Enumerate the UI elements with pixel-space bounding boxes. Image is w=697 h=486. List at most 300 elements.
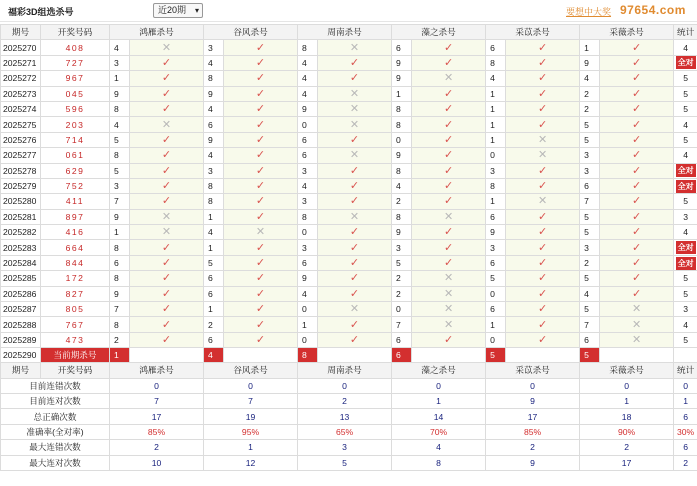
kill-number: 1: [486, 317, 506, 332]
kill-number: 0: [298, 225, 318, 240]
kill-number: 9: [204, 132, 224, 147]
check-icon: ✓: [537, 241, 548, 254]
stat-cell: [674, 240, 697, 255]
stat-cell: 5: [674, 132, 697, 147]
check-icon: ✓: [631, 103, 642, 116]
kill-number: 4: [580, 71, 600, 86]
result-cell: [318, 178, 392, 193]
kill-number: 1: [298, 317, 318, 332]
check-icon: ✓: [255, 180, 266, 193]
kill-number: 1: [392, 86, 412, 101]
result-cell: [224, 286, 298, 301]
kill-number: 8: [110, 317, 130, 332]
stat-cell: 5: [674, 194, 697, 209]
kill-number: 0: [298, 117, 318, 132]
issue-number: 2025288: [1, 317, 41, 332]
cross-icon: ✕: [255, 226, 266, 239]
stat-cell: 4: [674, 317, 697, 332]
summary-value: 18: [580, 409, 674, 424]
current-kill-number: 8: [298, 348, 318, 363]
summary-value: 2: [486, 440, 580, 455]
kill-number: 6: [204, 286, 224, 301]
summary-label: 总正确次数: [1, 409, 110, 424]
cross-icon: ✕: [537, 195, 548, 208]
summary-value: 7: [110, 393, 204, 408]
kill-number: 1: [486, 117, 506, 132]
result-cell: [318, 225, 392, 240]
result-cell: [130, 209, 204, 224]
kill-number: 9: [392, 225, 412, 240]
summary-label: 目前连错次数: [1, 378, 110, 393]
check-icon: ✓: [443, 164, 454, 177]
kill-number: 5: [110, 163, 130, 178]
kill-number: 3: [110, 178, 130, 193]
result-cell: [506, 271, 580, 286]
current-kill-number: 5: [486, 348, 506, 363]
check-icon: ✓: [443, 41, 454, 54]
result-cell: [130, 286, 204, 301]
kill-number: 6: [580, 178, 600, 193]
result-cell: [506, 225, 580, 240]
check-icon: ✓: [631, 164, 642, 177]
result-cell: [412, 40, 486, 55]
result-cell: [130, 194, 204, 209]
result-cell: [412, 86, 486, 101]
kill-number: 3: [204, 40, 224, 55]
cross-icon: ✕: [443, 272, 454, 285]
result-cell: [600, 101, 674, 116]
check-icon: ✓: [631, 241, 642, 254]
issue-number: 2025274: [1, 101, 41, 116]
result-cell: [224, 40, 298, 55]
page-title: 福彩3D组选杀号: [8, 7, 74, 17]
kill-number: 8: [204, 194, 224, 209]
kill-number: 4: [298, 55, 318, 70]
kill-number: 6: [580, 332, 600, 347]
kill-number: 9: [110, 86, 130, 101]
current-stat-empty: [674, 348, 697, 363]
period-select-value: 近20期: [158, 5, 187, 15]
draw-number: 203: [41, 117, 110, 132]
check-icon: ✓: [631, 180, 642, 193]
kill-number: 7: [110, 302, 130, 317]
kill-number: 4: [110, 117, 130, 132]
check-icon: ✓: [631, 87, 642, 100]
kill-number: 3: [110, 55, 130, 70]
issue-number: 2025271: [1, 55, 41, 70]
kill-number: 6: [204, 117, 224, 132]
result-cell: [506, 71, 580, 86]
summary-value: 9: [486, 455, 580, 470]
result-cell: [224, 255, 298, 270]
result-cell: [130, 240, 204, 255]
result-cell: [224, 132, 298, 147]
result-cell: [224, 55, 298, 70]
result-cell: [224, 302, 298, 317]
table-row: [1, 209, 697, 224]
summary-value: 3: [298, 440, 392, 455]
table-row: [1, 317, 697, 332]
kill-number: 2: [392, 271, 412, 286]
summary-value: 0: [392, 378, 486, 393]
check-icon: ✓: [349, 241, 360, 254]
kill-number: 7: [580, 194, 600, 209]
result-cell: [412, 132, 486, 147]
result-cell: [318, 240, 392, 255]
kill-number: 4: [486, 71, 506, 86]
promo-link[interactable]: 要想中大奖: [566, 7, 612, 17]
check-icon: ✓: [537, 318, 548, 331]
result-cell: [506, 317, 580, 332]
all-correct-badge: 全对: [677, 258, 694, 268]
summary-value: 10: [110, 455, 204, 470]
summary-value: 5: [298, 455, 392, 470]
table-row: [1, 302, 697, 317]
summary-stat: 1: [674, 393, 697, 408]
draw-number: 767: [41, 317, 110, 332]
draw-number: 416: [41, 225, 110, 240]
cross-icon: ✕: [349, 103, 360, 116]
summary-value: 0: [110, 378, 204, 393]
header-method: 周南杀号: [298, 25, 392, 40]
kill-number: 3: [580, 240, 600, 255]
check-icon: ✓: [255, 257, 266, 270]
kill-number: 2: [392, 194, 412, 209]
result-cell: [412, 209, 486, 224]
kill-number: 8: [486, 55, 506, 70]
summary-header-method: 藻之杀号: [392, 363, 486, 378]
result-cell: [318, 332, 392, 347]
result-cell: [318, 317, 392, 332]
summary-stat: 30%: [674, 424, 697, 439]
summary-value: 1: [580, 393, 674, 408]
all-correct-badge: 全对: [677, 166, 694, 176]
kill-number: 5: [580, 271, 600, 286]
check-icon: ✓: [631, 287, 642, 300]
cross-icon: ✕: [631, 334, 642, 346]
check-icon: ✓: [349, 180, 360, 193]
kill-number: 4: [204, 225, 224, 240]
issue-number: 2025278: [1, 163, 41, 178]
table-row: [1, 178, 697, 193]
table-row: [1, 101, 697, 116]
issue-number: 2025275: [1, 117, 41, 132]
kill-number: 3: [204, 163, 224, 178]
result-cell: [506, 40, 580, 55]
check-icon: ✓: [161, 180, 172, 193]
result-cell: [130, 225, 204, 240]
current-kill-number: 4: [204, 348, 224, 363]
kill-number: 1: [110, 225, 130, 240]
stat-cell: [674, 255, 697, 270]
result-cell: [130, 255, 204, 270]
current-label: 当前期杀号: [41, 348, 110, 363]
kill-number: 5: [204, 255, 224, 270]
result-cell: [130, 132, 204, 147]
kill-number: 8: [110, 240, 130, 255]
kill-number: 6: [486, 209, 506, 224]
stat-cell: 5: [674, 101, 697, 116]
kill-number: 4: [204, 148, 224, 163]
current-empty-cell: [600, 348, 674, 363]
check-icon: ✓: [161, 241, 172, 254]
stat-cell: 5: [674, 271, 697, 286]
draw-number: 473: [41, 332, 110, 347]
issue-number: 2025285: [1, 271, 41, 286]
summary-value: 12: [204, 455, 298, 470]
summary-value: 17: [580, 455, 674, 470]
summary-label: 最大连对次数: [1, 455, 110, 470]
all-correct-badge: 全对: [677, 243, 694, 253]
kill-number: 9: [110, 209, 130, 224]
result-cell: [318, 194, 392, 209]
check-icon: ✓: [537, 87, 548, 100]
check-icon: ✓: [443, 257, 454, 270]
cross-icon: ✕: [443, 318, 454, 331]
summary-value: 19: [204, 409, 298, 424]
draw-number: 411: [41, 194, 110, 209]
current-row: [1, 348, 697, 363]
result-cell: [224, 163, 298, 178]
result-cell: [412, 163, 486, 178]
kill-number: 9: [298, 101, 318, 116]
issue-number: 2025280: [1, 194, 41, 209]
check-icon: ✓: [255, 334, 266, 346]
table-header: [1, 25, 697, 40]
kill-number: 6: [298, 148, 318, 163]
current-kill-number: 5: [580, 348, 600, 363]
summary-value: 2: [110, 440, 204, 455]
check-icon: ✓: [161, 164, 172, 177]
check-icon: ✓: [349, 257, 360, 270]
result-cell: [600, 194, 674, 209]
result-cell: [600, 317, 674, 332]
cross-icon: ✕: [349, 41, 360, 54]
result-cell: [506, 148, 580, 163]
table-row: [1, 332, 697, 347]
draw-number: 827: [41, 286, 110, 301]
result-cell: [318, 117, 392, 132]
check-icon: ✓: [631, 257, 642, 270]
kill-number: 2: [204, 317, 224, 332]
stat-cell: [674, 178, 697, 193]
table-row: [1, 286, 697, 301]
check-icon: ✓: [631, 272, 642, 285]
result-cell: [412, 194, 486, 209]
draw-number: 408: [41, 40, 110, 55]
header-method: 藻之杀号: [392, 25, 486, 40]
check-icon: ✓: [443, 241, 454, 254]
result-cell: [412, 255, 486, 270]
result-cell: [600, 178, 674, 193]
summary-row: [1, 424, 697, 439]
stat-cell: 4: [674, 225, 697, 240]
check-icon: ✓: [443, 133, 454, 146]
check-icon: ✓: [349, 272, 360, 285]
check-icon: ✓: [537, 257, 548, 270]
check-icon: ✓: [161, 72, 172, 85]
result-cell: [506, 240, 580, 255]
kill-number: 7: [110, 194, 130, 209]
kill-number: 8: [392, 101, 412, 116]
kill-number: 3: [580, 163, 600, 178]
check-icon: ✓: [255, 133, 266, 146]
summary-value: 2: [580, 440, 674, 455]
current-kill-number: 6: [392, 348, 412, 363]
kill-number: 8: [298, 40, 318, 55]
kill-number: 6: [392, 40, 412, 55]
kill-number: 5: [392, 255, 412, 270]
result-cell: [600, 55, 674, 70]
kill-number: 6: [110, 255, 130, 270]
check-icon: ✓: [537, 72, 548, 85]
kill-number: 4: [298, 178, 318, 193]
table-row: [1, 194, 697, 209]
check-icon: ✓: [631, 72, 642, 85]
kill-number: 6: [486, 255, 506, 270]
top-bar: [0, 0, 697, 22]
period-select[interactable]: [153, 3, 203, 18]
result-cell: [318, 271, 392, 286]
result-cell: [506, 255, 580, 270]
cross-icon: ✕: [349, 87, 360, 100]
cross-icon: ✕: [631, 318, 642, 331]
draw-number: 629: [41, 163, 110, 178]
stat-cell: 5: [674, 71, 697, 86]
result-cell: [412, 55, 486, 70]
check-icon: ✓: [631, 195, 642, 208]
cross-icon: ✕: [443, 72, 454, 85]
result-cell: [412, 271, 486, 286]
result-cell: [600, 86, 674, 101]
kill-number: 4: [298, 286, 318, 301]
current-issue: 2025290: [1, 348, 41, 363]
header-method: 采苡杀号: [486, 25, 580, 40]
summary-value: 0: [204, 378, 298, 393]
draw-number: 844: [41, 255, 110, 270]
kill-number: 0: [392, 302, 412, 317]
draw-number: 805: [41, 302, 110, 317]
result-cell: [600, 148, 674, 163]
summary-row: [1, 440, 697, 455]
kill-number: 4: [298, 71, 318, 86]
result-cell: [600, 209, 674, 224]
cross-icon: ✕: [161, 210, 172, 223]
result-cell: [224, 332, 298, 347]
check-icon: ✓: [255, 41, 266, 54]
summary-value: 13: [298, 409, 392, 424]
check-icon: ✓: [255, 241, 266, 254]
result-cell: [600, 40, 674, 55]
kill-number: 0: [298, 332, 318, 347]
kill-number: 1: [110, 71, 130, 86]
check-icon: ✓: [161, 257, 172, 270]
chevron-down-icon: ▾: [194, 6, 199, 15]
table-row: [1, 225, 697, 240]
check-icon: ✓: [631, 118, 642, 131]
result-cell: [506, 132, 580, 147]
summary-value: 0: [580, 378, 674, 393]
check-icon: ✓: [161, 195, 172, 208]
kill-number: 1: [580, 40, 600, 55]
check-icon: ✓: [161, 133, 172, 146]
result-cell: [600, 240, 674, 255]
check-icon: ✓: [443, 56, 454, 69]
check-icon: ✓: [161, 318, 172, 331]
result-cell: [506, 117, 580, 132]
kill-number: 8: [392, 209, 412, 224]
kill-number: 8: [110, 148, 130, 163]
check-icon: ✓: [161, 303, 172, 316]
result-cell: [412, 317, 486, 332]
current-empty-cell: [224, 348, 298, 363]
kill-number: 6: [486, 302, 506, 317]
check-icon: ✓: [349, 133, 360, 146]
kill-number: 8: [392, 163, 412, 178]
summary-value: 85%: [486, 424, 580, 439]
issue-number: 2025281: [1, 209, 41, 224]
cross-icon: ✕: [631, 303, 642, 316]
result-cell: [506, 55, 580, 70]
check-icon: ✓: [255, 164, 266, 177]
result-cell: [130, 302, 204, 317]
result-cell: [600, 132, 674, 147]
check-icon: ✓: [537, 164, 548, 177]
kill-number: 7: [580, 317, 600, 332]
result-cell: [224, 271, 298, 286]
result-cell: [318, 163, 392, 178]
kill-number: 8: [486, 178, 506, 193]
result-cell: [130, 71, 204, 86]
summary-value: 4: [392, 440, 486, 455]
kill-number: 0: [486, 332, 506, 347]
issue-number: 2025276: [1, 132, 41, 147]
issue-number: 2025282: [1, 225, 41, 240]
table-row: [1, 240, 697, 255]
check-icon: ✓: [537, 103, 548, 116]
summary-value: 0: [486, 378, 580, 393]
result-cell: [130, 55, 204, 70]
table-row: [1, 163, 697, 178]
kill-number: 3: [580, 148, 600, 163]
kill-number: 5: [110, 132, 130, 147]
summary-value: 8: [392, 455, 486, 470]
kill-number: 7: [392, 317, 412, 332]
current-empty-cell: [130, 348, 204, 363]
summary-value: 7: [204, 393, 298, 408]
check-icon: ✓: [349, 287, 360, 300]
all-correct-badge: 全对: [677, 58, 694, 68]
summary-stat: 6: [674, 409, 697, 424]
kill-number: 8: [204, 71, 224, 86]
result-cell: [506, 163, 580, 178]
summary-value: 0: [298, 378, 392, 393]
stat-cell: 3: [674, 209, 697, 224]
issue-number: 2025284: [1, 255, 41, 270]
kill-number: 5: [580, 117, 600, 132]
draw-number: 061: [41, 148, 110, 163]
result-cell: [130, 271, 204, 286]
cross-icon: ✕: [443, 303, 454, 316]
summary-value: 90%: [580, 424, 674, 439]
summary-value: 9: [486, 393, 580, 408]
summary-stat: 2: [674, 455, 697, 470]
summary-label: 准确率(全对率): [1, 424, 110, 439]
kill-number: 4: [298, 86, 318, 101]
check-icon: ✓: [255, 318, 266, 331]
table-row: [1, 71, 697, 86]
result-cell: [318, 255, 392, 270]
